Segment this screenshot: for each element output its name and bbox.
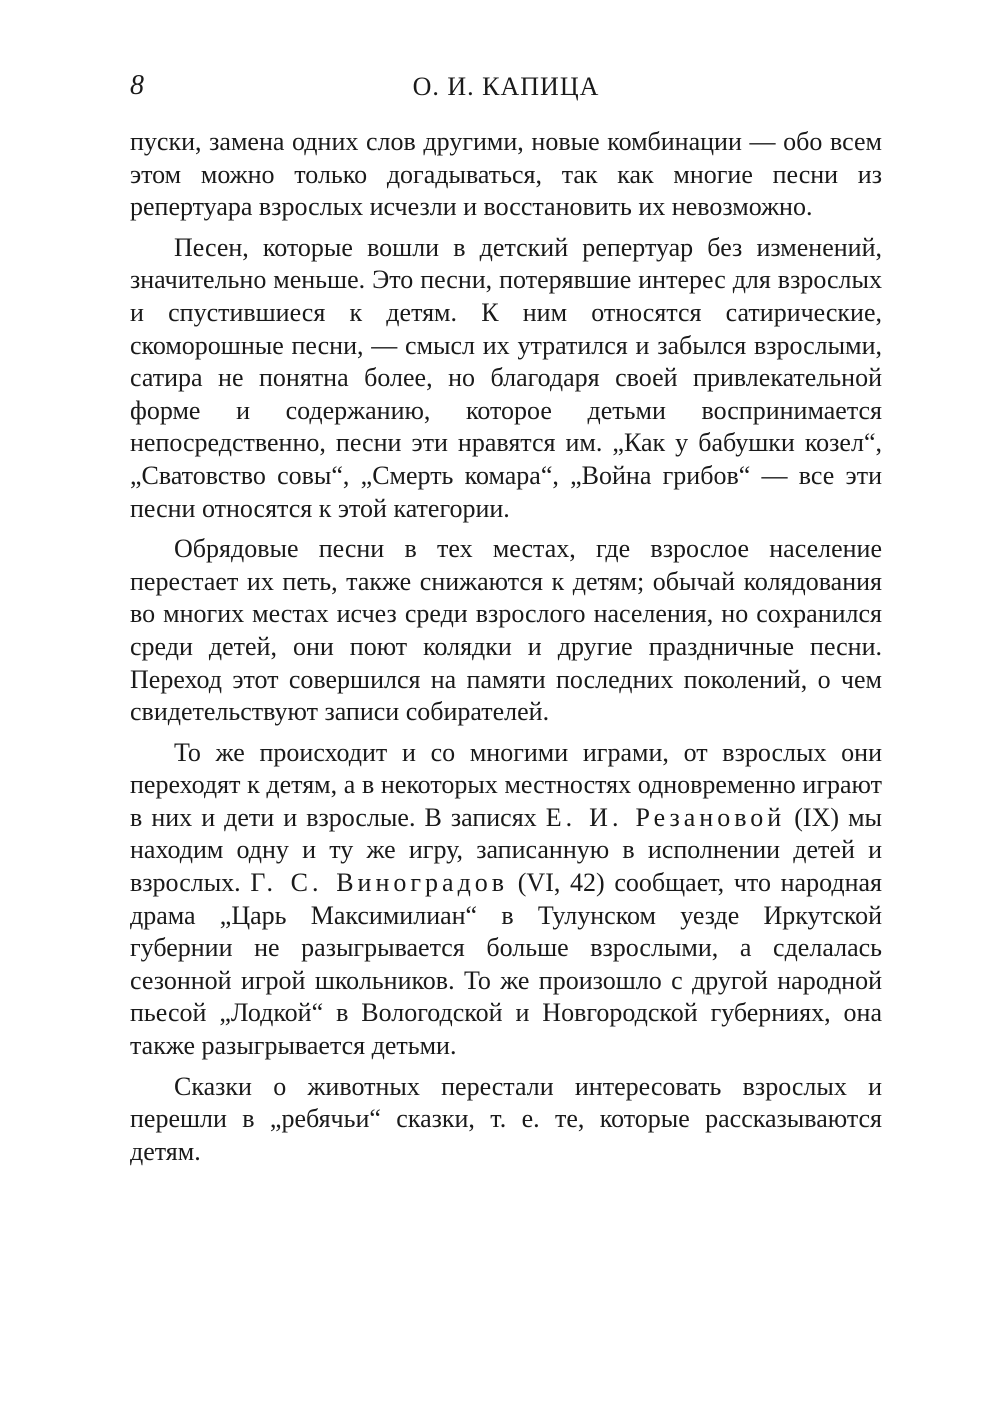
page-number: 8: [130, 70, 144, 101]
running-header: [130, 70, 882, 114]
paragraph-4-part-3: (VI, 42) сообщает, что народная драма „Царь Максимилиан“ в Тулунском уезде Иркутской губернии не разыгрывается больше взрослыми, а сделалась сезонной игрой школьников. То же произошло с другой народной пьесой „Лодкой“ в Вологодской и Новгородской губерниях, она также разыгрывается детьми.: [130, 868, 882, 1061]
paragraph-5: Сказки о животных перестали интересовать взрослых и перешли в „ребячьи“ сказки, т. е. те, которые рассказываются детям.: [130, 1071, 882, 1166]
paragraph-4-part-1: То же происходит и со многими играми, от взрослых они переходят к детям, а в некоторых местностях одновременно играют в них и дети и взрослые. В записях: [130, 737, 882, 832]
paragraph-4-part-2: (IX) мы находим одну и ту же игру, записанную в исполнении детей и взрослых.: [130, 802, 882, 898]
author-name-rezanova: Е. И. Резановой: [545, 802, 786, 832]
paragraph-3: Обрядовые песни в тех местах, где взрослое население перестает их петь, также снижаются к детям; обычай колядования во многих местах исчез среди взрослого населения, но сохранился среди детей, они поют колядки и другие праздничные песни. Переход этот совершился на памяти последних поколений, о чем свидетельствуют записи собирателей.: [130, 534, 882, 727]
paragraph-1: пуски, замена одних слов другими, новые комбинации — обо всем этом можно только догадываться, так как многие песни из репертуара взрослых исчезли и восстановить их невозможно.: [130, 127, 882, 222]
running-title: О. И. КАПИЦА: [412, 72, 600, 101]
book-page: [130, 70, 882, 1176]
author-name-vinogradov: Г. С. Виноградов: [250, 868, 509, 898]
paragraph-4: [130, 737, 882, 1063]
paragraph-2: Песен, которые вошли в детский репертуар без изменений, значительно меньше. Это песни, потерявшие интерес для взрослых и спустившиеся к детям. К ним относятся сатирические, скоморошные песни, — смысл их утратился и забылся взрослыми, сатира не понятна более, но благодаря своей привлекательной форме и содержанию, которое детьми воспринимается непосредственно, песни эти нравятся им. „Как у бабушки козел“, „Сватовство совы“, „Смерть комара“, „Война грибов“ — все эти песни относятся к этой категории.: [130, 232, 882, 523]
